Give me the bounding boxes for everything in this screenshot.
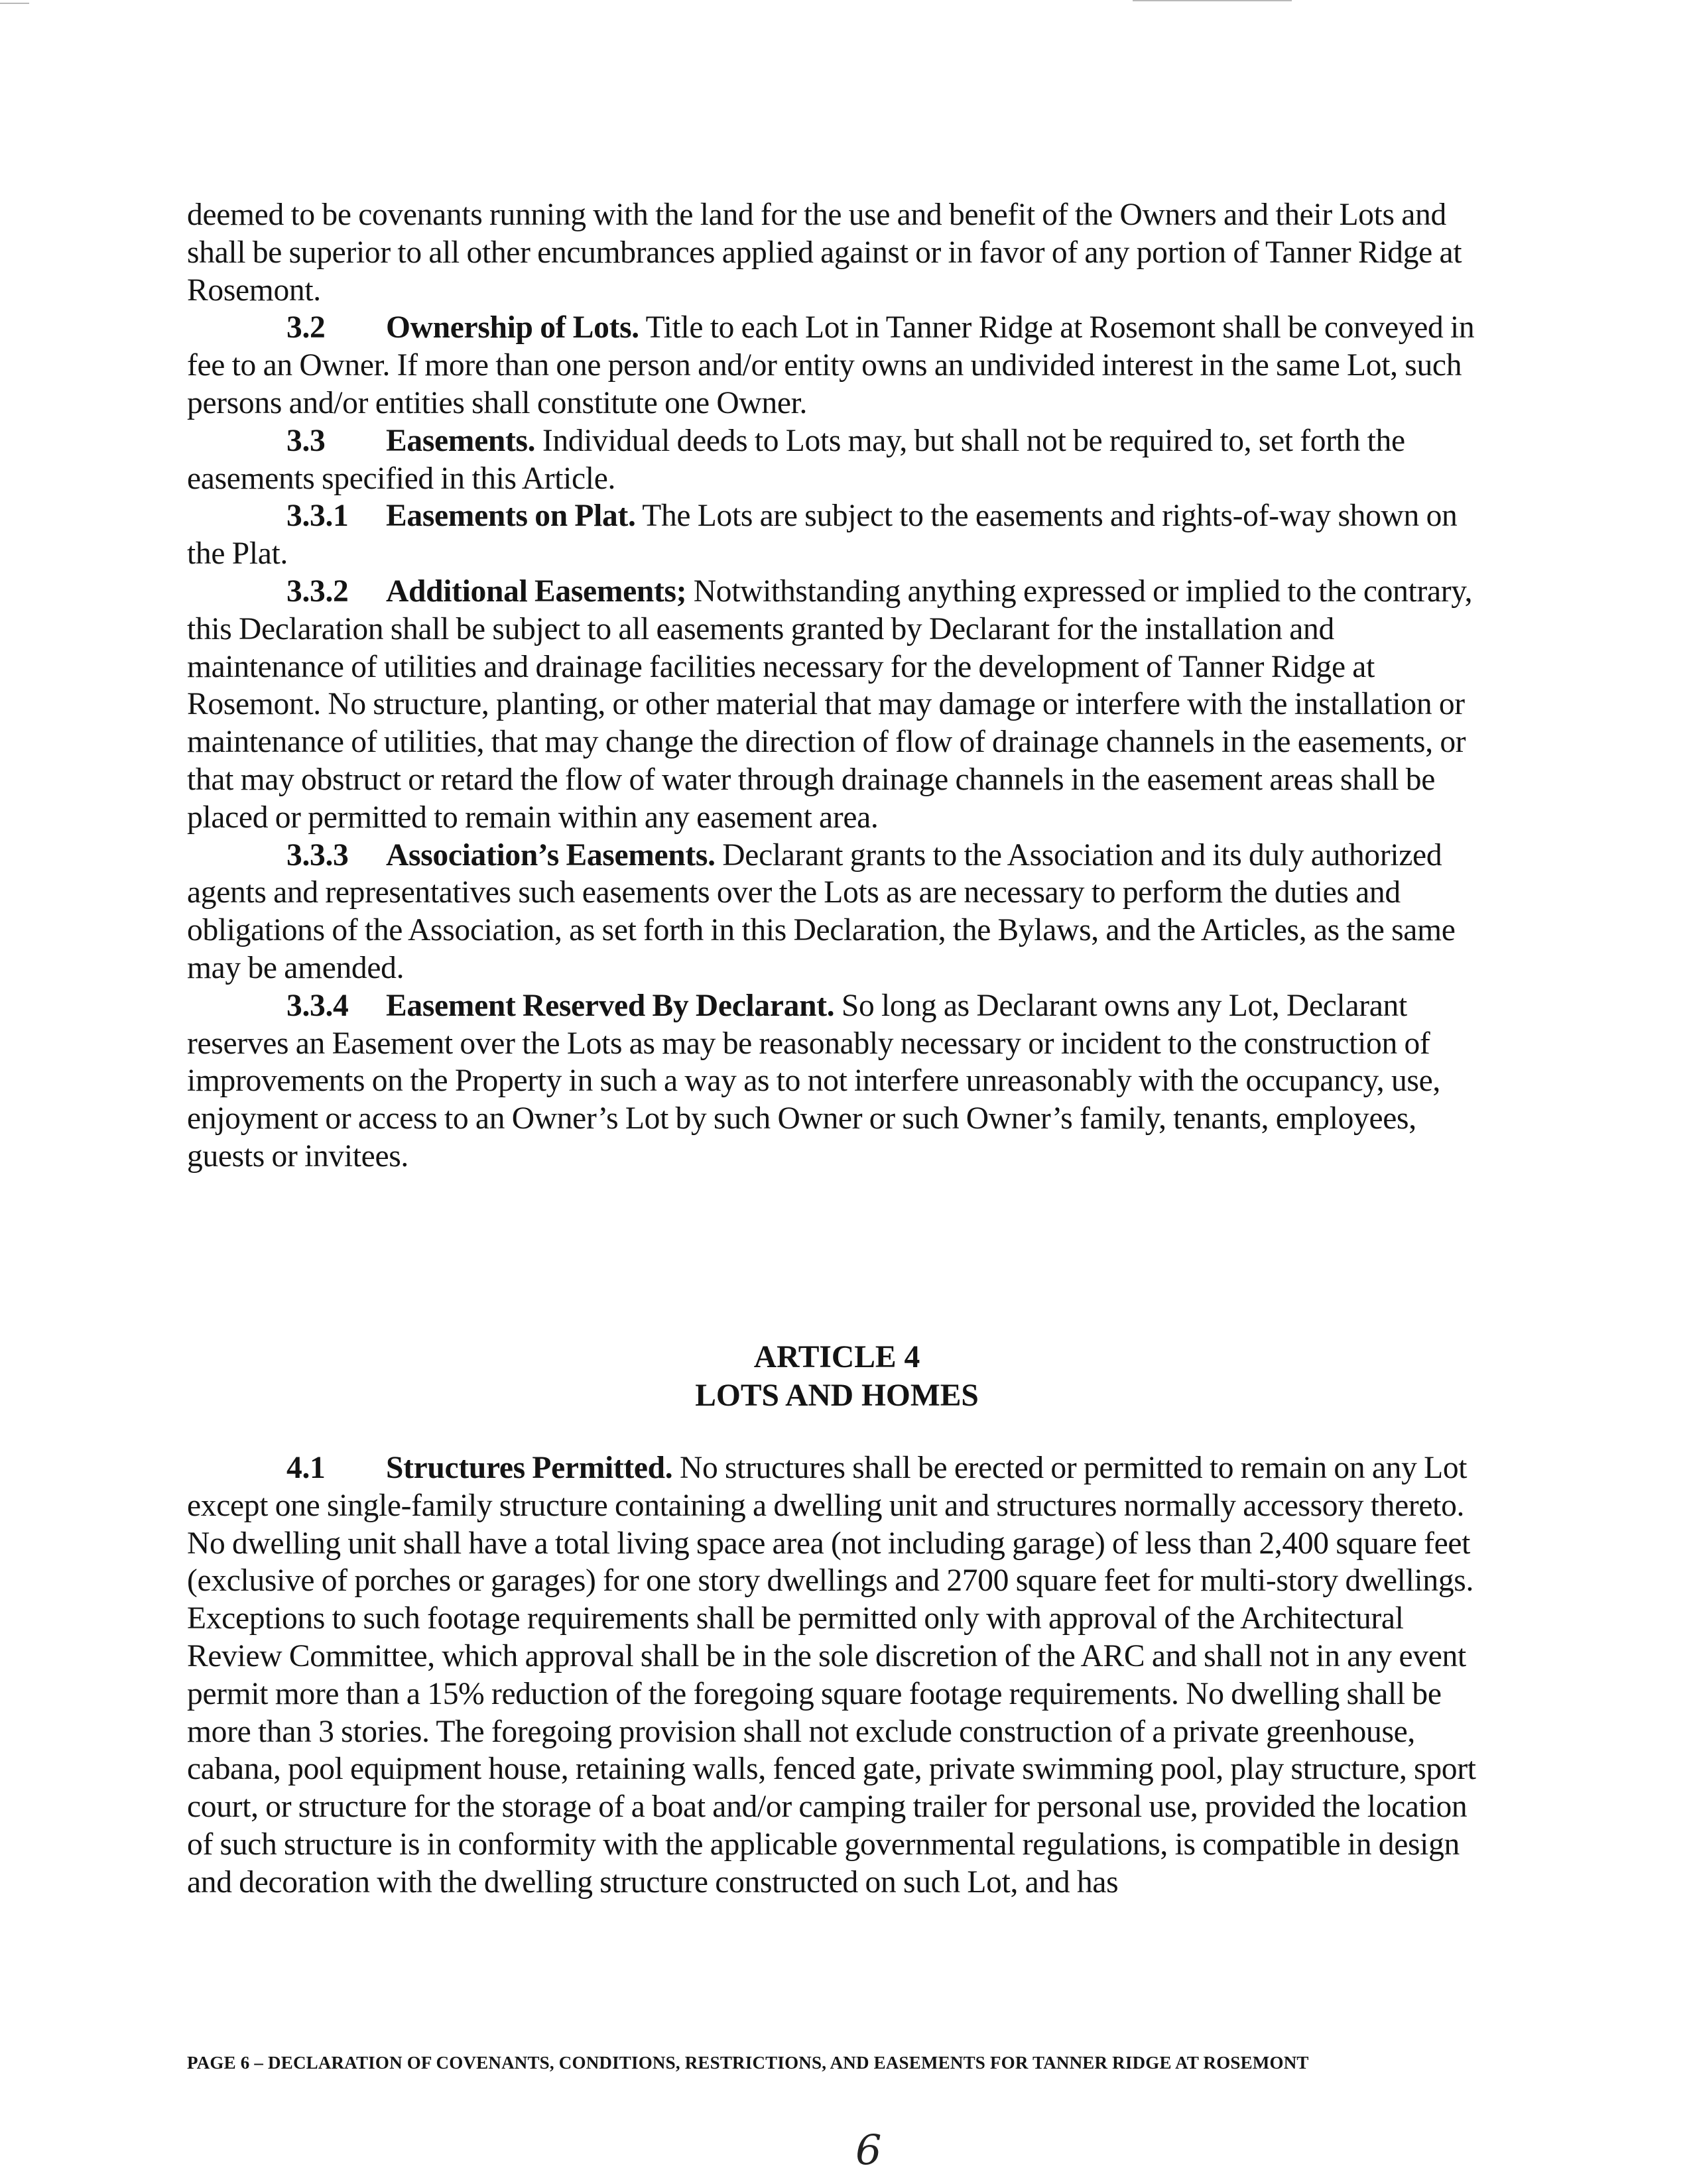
section-text: So long as Declarant owns any Lot, Declarant reserves an Easement over the Lots as may be reasonably necessary or incident to the construction of improvements on the Property in such a way as to not interfere unreasonably with the occupancy, use, enjoyment or access to an Owner’s Lot by such Owner or such Owner’s family, tenants, employees, guests or invitees.: [187, 988, 1440, 1174]
section-3-3: [187, 422, 1487, 498]
continuation-paragraph: deemed to be covenants running with the land for the use and benefit of the Owners and their Lots and shall be superior to all other encumbrances applied against or in favor of any portion of Tanner Ridge at Rosemont.: [187, 198, 1462, 308]
section-number: 3.3.1: [286, 499, 349, 534]
section-3-3-4: [187, 987, 1487, 1176]
section-3-2: [187, 309, 1487, 422]
body-text-top: [187, 196, 1487, 1176]
section-heading: Structures Permitted.: [386, 1451, 673, 1485]
section-number: 3.3: [286, 423, 326, 458]
section-heading: Association’s Easements.: [386, 837, 716, 873]
section-heading: Easements on Plat.: [386, 499, 636, 534]
section-number: 3.3.4: [286, 988, 349, 1023]
section-number: 3.3.3: [286, 837, 349, 873]
scan-artifact-top-left: [0, 3, 29, 4]
section-number: 4.1: [286, 1451, 326, 1485]
section-text: The Lots are subject to the easements and rights-of-way shown on the Plat.: [187, 499, 1458, 572]
body-text-bottom: [187, 1449, 1487, 1902]
page-footer: PAGE 6 – DECLARATION OF COVENANTS, CONDITIONS, RESTRICTIONS, AND EASEMENTS FOR TANNER RIDGE AT ROSEMONT: [187, 2053, 1309, 2073]
section-text: Notwithstanding anything expressed or implied to the contrary, this Declaration shall be subject to all easements granted by Declarant for the installation and maintenance of utilities and drainage facilities necessary for the development of Tanner Ridge at Rosemont. No structure, planting, or other material that may damage or interfere with the installation or maintenance of utilities, that may change the direction of flow of drainage channels in the easements, or that may obstruct or retard the flow of water through drainage channels in the easement areas shall be placed or permitted to remain within any easement area.: [187, 574, 1473, 835]
section-3-3-2: [187, 573, 1487, 837]
section-3-3-1: [187, 497, 1487, 573]
handwritten-page-number: 6: [855, 2126, 882, 2174]
article-title: LOTS AND HOMES: [695, 1378, 979, 1413]
section-4-1: [187, 1449, 1487, 1902]
section-heading: Easement Reserved By Declarant.: [386, 988, 835, 1023]
article-heading: [187, 1338, 1487, 1415]
section-heading: Easements.: [386, 423, 536, 458]
section-heading: Additional Easements;: [386, 574, 687, 609]
section-text: Individual deeds to Lots may, but shall not be required to, set forth the easements specified in this Article.: [187, 423, 1405, 496]
section-heading: Ownership of Lots.: [386, 310, 639, 345]
section-text: Declarant grants to the Association and its duly authorized agents and representatives such easements over the Lots as are necessary to perform the duties and obligations of the Association, as set forth in this Declaration, the Bylaws, and the Articles, as the same may be amended.: [187, 837, 1456, 985]
article-number: ARTICLE 4: [753, 1340, 920, 1374]
section-number: 3.3.2: [286, 574, 349, 609]
section-3-3-3: [187, 837, 1487, 987]
section-text: Title to each Lot in Tanner Ridge at Rosemont shall be conveyed in fee to an Owner. If more than one person and/or entity owns an undivided interest in the same Lot, such persons and/or entities shall constitute one Owner.: [187, 310, 1475, 420]
section-number: 3.2: [286, 310, 326, 345]
scan-artifact-top-right: [1133, 0, 1292, 1]
section-text: No structures shall be erected or permitted to remain on any Lot except one single-family structure containing a dwelling unit and structures normally accessory thereto. No dwelling unit shall have a total living space area (not including garage) of less than 2,400 square feet (exclusive of porches or garages) for one story dwellings and 2700 square feet for multi-story dwellings. Exceptions to such footage requirements shall be permitted only with approval of the Architectural Review Committee, which approval shall be in the sole discretion of the ARC and shall not in any event permit more than a 15% reduction of the foregoing square footage requirements. No dwelling shall be more than 3 stories. The foregoing provision shall not exclude construction of a private greenhouse, cabana, pool equipment house, retaining walls, fenced gate, private swimming pool, play structure, sport court, or structure for the storage of a boat and/or camping trailer for personal use, provided the location of such structure is in conformity with the applicable governmental regulations, is compatible in design and decoration with the dwelling structure constructed on such Lot, and has: [187, 1451, 1476, 1900]
